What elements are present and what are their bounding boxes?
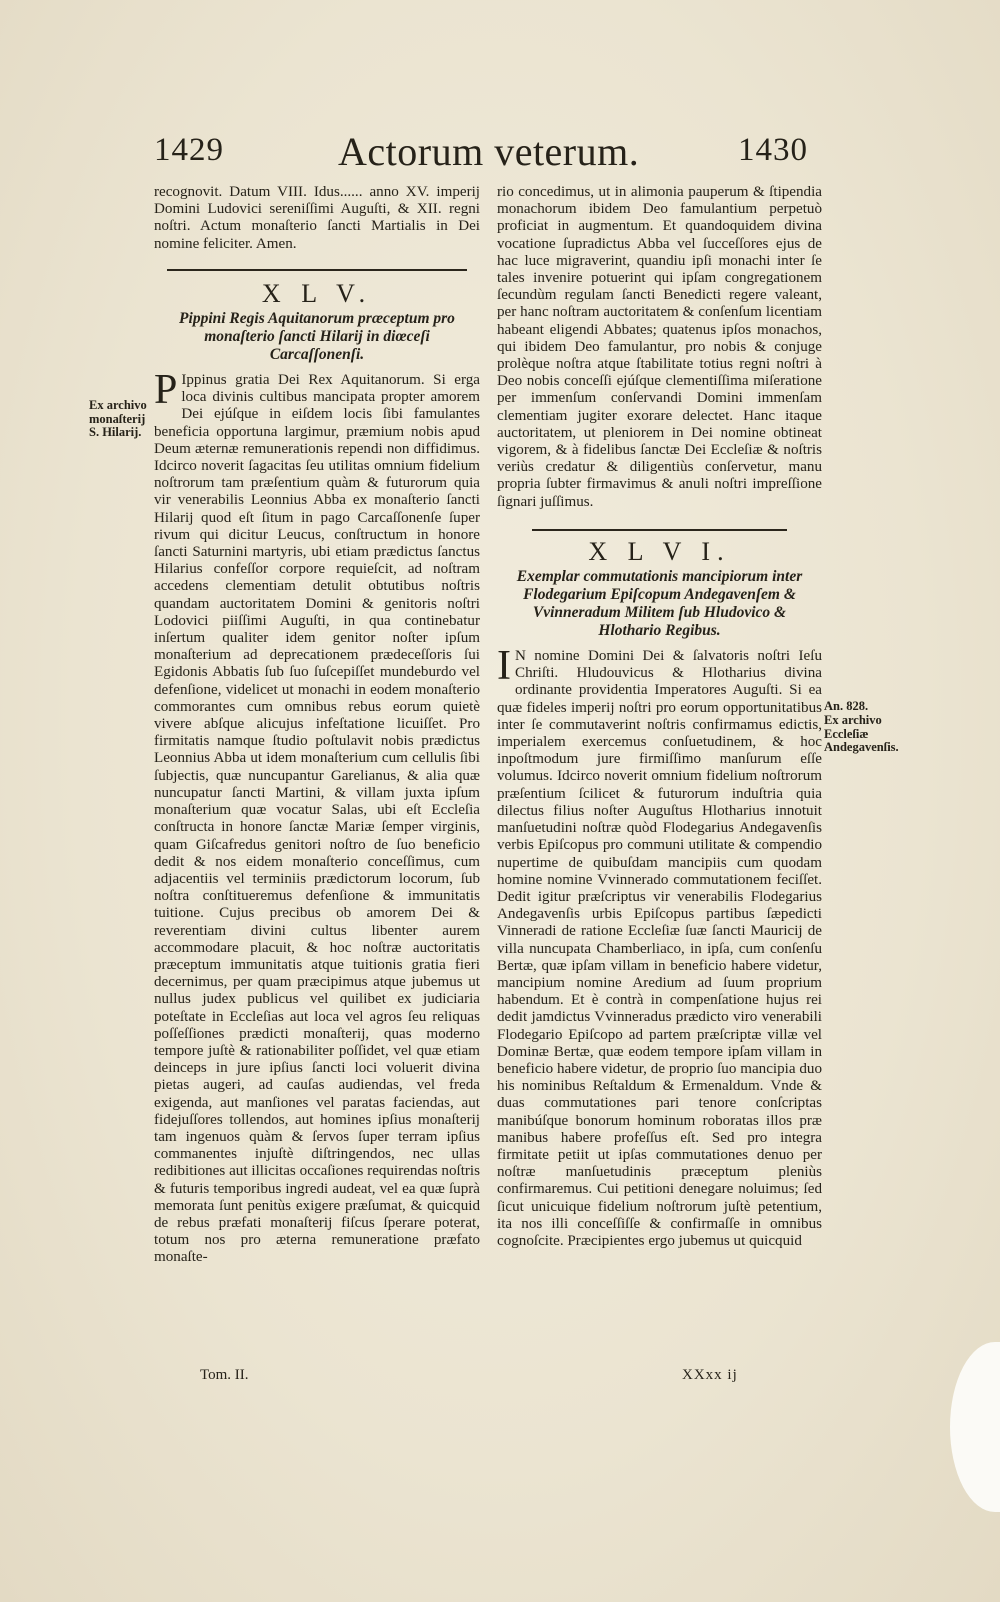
margin-note-archive: Ex archivo monaſterij S. Hilarij. xyxy=(89,398,147,439)
section-title: Pippini Regis Aquitanorum præceptum pro monaſterio ſancti Hilarij in diœceſi Carcaſſonenſi. xyxy=(179,310,455,364)
section-rule-2 xyxy=(532,529,787,531)
charter-body: Ippinus gratia Dei Rex Aquitanorum. Si erga loca divinis cultibus mancipata propter amorem Dei ejúſque in eiſdem locis ſibi famulantes beneficia opportuna largimur, præmium nobis apud Deum æternæ remunerationis rependi non diffidimus. Idcirco noverit ſagacitas ſeu utilitas omnium fidelium noſtrorum tam præſentium quàm & futurorum quia vir venerabilis Leonnius Abba ex monaſterio ſancti Hilarij quod eſt ſitum in pago Carcaſſonenſe ſuper rivum qui dicitur Leucus, conſtructum in honore ſancti Saturnini martyris, ubi etiam prædictus ſanctus Hilarius confeſſor corpore requieſcit, ad noſtram accedens clementiam detulit obtutibus noſtris quandam auctoritatem Domini & genitoris noſtri Lodovici piiſſimi Auguſti, in qua continebatur inſertum qualiter idem genitor noſter ipſum monaſterium ad deprecationem prædeceſſoris ſui Egidonis Abbatis ſub ſuo ſuſcepiſſet mundeburdo vel defenſione, videlicet ut monachi in eodem monaſterio commorantes cum omnibus rebus eorum quietè vivere abſque alicujus infeſtatione licuiſſet. Pro firmitatis namque ſtudio poſtulavit nobis prædictus Leonnius Abba ut idem monaſterium cum cellulis ſibi ſubjectis, quæ nuncupantur Garelianus, & alia quæ nuncupatur ſancti Martini, & villam juxta ipſum monaſterium quæ vocatur Salas, ubi eſt Eccleſia conſtructa in honore ſanctæ Mariæ ſemper virginis, quam Giſcafredus genitori noſtro de ſuo beneficio dedit & nos eidem monaſterio conceſſimus, cum adjacentiis vel terminiis prædictorum locorum, ſub noſtra conſtitueremus defenſione & immunitatis tuitione. Cujus precibus ob amorem Dei & reverentiam divini cultus libenter aurem accommodare placuit, & hoc noſtræ auctoritatis præceptum immunitatis atque tuitionis gratia fieri decernimus, per quam præcipimus atque jubemus ut nullus judex publicus vel quilibet ex judiciaria poteſtate in Eccleſias aut loca vel agros ſeu reliquas poſſeſſiones prædicti monaſterij, quas moderno tempore juſtè & rationabiliter poſſidet, vel quæ etiam deinceps in jure ipſius ſancti loci voluerit divina pietas augeri, ad cauſas audiendas, vel freda exigenda, aut manſiones vel paratas faciendas, aut fidejuſſores tollendos, aut homines ipſius monaſterij tam ingenuos quàm & ſervos ſuper terram ipſius commanentes injuſtè diſtringendos, nec ullas redibitiones aut illicitas occaſiones requirendas noſtris & futuris temporibus ingredi audeat, vel ea quæ ſuprà memorata ſunt penitùs exigere præſumat, & quicquid de rebus præfati monaſterij fiſcus ſperare poterat, totum nos pro æterna remuneratione præfato monaſte- xyxy=(154,372,480,1266)
margin-note-archive-2: Ex archivo Eccleſiæ Andegavenſis. xyxy=(824,713,899,754)
continuation-paragraph: rio concedimus, ut in alimonia pauperum & ſtipendia monachorum ibidem Deo famulantium perpetuò proficiat in augmentum. Et quandoquidem divina vocatione ſupradictus Abba vel ſucceſſores ejus de hac luce migraverint, quandiu ipſi monachi inter ſe tales invenire potuerint qui ipſam congregationem ſecundùm regulam ſancti Benedicti regere valeant, per hanc noſtram auctoritatem & conſenſum licentiam habeant eligendi Abbates; quatenus ipſos monachos, qui ibidem Deo famulantur, pro nobis & conjuge prolèque noſtra atque ſtabilitate totius regni noſtri à Deo nobis conceſſi ejúſque clementiſſima miſeratione per immenſum conſervandi Domini immenſam clementiam jugiter exorare delectet. Hanc itaque auctoritatem, ut pleniorem in Dei nomine obtineat vigorem, & à fidelibus ſanctæ Dei Eccleſiæ & noſtris veriùs credatur & diligentiùs conſervetur, manu propria ſubter firmavimus & anuli noſtri impreſſione ſignari juſſimus. xyxy=(497,184,822,510)
section-number: X L V. xyxy=(261,278,373,308)
section-rule xyxy=(167,269,467,271)
section-title-2: Exemplar commutationis mancipiorum inter Flodegarium Epiſcopum Andegavenſem & Vvinneradum Militem ſub Hludovico & Hlothario Regibus. xyxy=(516,568,803,640)
charter-text xyxy=(154,367,480,1267)
running-title: Actorum veterum. xyxy=(338,129,640,174)
right-page-number: 1430 xyxy=(738,132,808,168)
left-page-number: 1429 xyxy=(154,132,224,168)
volume-footer: Tom. II. xyxy=(200,1367,249,1383)
exchange-body: N nomine Domini Dei & ſalvatoris noſtri Ieſu Chriſti. Hludouvicus & Hlotharius divina ordinante providentia Imperatores Auguſti. Si ea quæ fideles imperij noſtri pro eorum opportunitatibus inter ſe commutaverint noſtris confirmamus edictis, imperialem exercemus conſuetudinem, & hoc inpoſtmodum jure firmiſſimo manſurum eſſe volumus. Idcirco noverit omnium fidelium noſtrorum præſentium ſcilicet & futurorum induſtria quia dilectus filius noſter Auguſtus Hlotharius innotuit manſuetudini noſtræ quòd Flodegarius Andegavenſis verbis Epiſcopus pro communi utilitate & compendio nupertime de quibuſdam mancipiis cum quodam homine nomine Vvinnerado commutationem feciſſet. Dedit igitur præſcriptus vir venerabilis Flodegarius Andegavenſis urbis Epiſcopus partibus ſæpedicti Vinneradi de ratione Eccleſiæ ſuæ ſancti Mauricij de villa nuncupata Chamberliaco, in ipſa, cum conſenſu Bertæ, quæ ipſam villam in beneficio habere videtur, mancipium nomine Aredium ad ſuum proprium habendum. Et è contrà in compenſatione hujus rei dedit jamdictus Vvinneradus prædicto viro venerabili Flodegario Epiſcopo ad partem præſcriptæ villæ vel Dominæ Bertæ, quæ eodem tempore ipſam villam in beneficio habere videtur, de proprio ſuo mancipia duo his nominibus Reſtaldum & Ermenaldum. Vnde & duas commutationes pari tenore conſcriptas manibúſque bonorum hominum roboratas illos præ manibus habere profeſſus eſt. Sed pro integra firmitate petiit ut ipſas commutationes denuo per noſtræ manſuetudinis præceptum pleniùs confirmaremus. Cui petitioni denegare noluimus; ſed ſicut unicuique fidelium noſtrorum juſtè petentium, ita nos illi conceſſiſſe & confirmaſſe in omnibus cognoſcite. Præcipientes ergo jubemus ut quicquid xyxy=(497,648,822,1249)
page-header xyxy=(0,128,1000,188)
margin-note-year: An. 828. xyxy=(824,699,869,713)
signature-mark: XXxx ij xyxy=(682,1367,738,1383)
drop-cap: P xyxy=(154,367,178,414)
left-column xyxy=(154,184,480,1267)
right-column xyxy=(497,184,822,1250)
exchange-text xyxy=(497,643,822,1250)
intro-paragraph: recognovit. Datum VIII. Idus...... anno XV. imperij Domini Ludovici sereniſſimi Auguſti, & XII. regni noſtri. Actum monaſterio ſancti Martialis in Dei nomine feliciter. Amen. xyxy=(154,184,480,252)
drop-cap-2: I xyxy=(497,643,511,690)
section-number-2: X L V I. xyxy=(588,536,731,566)
